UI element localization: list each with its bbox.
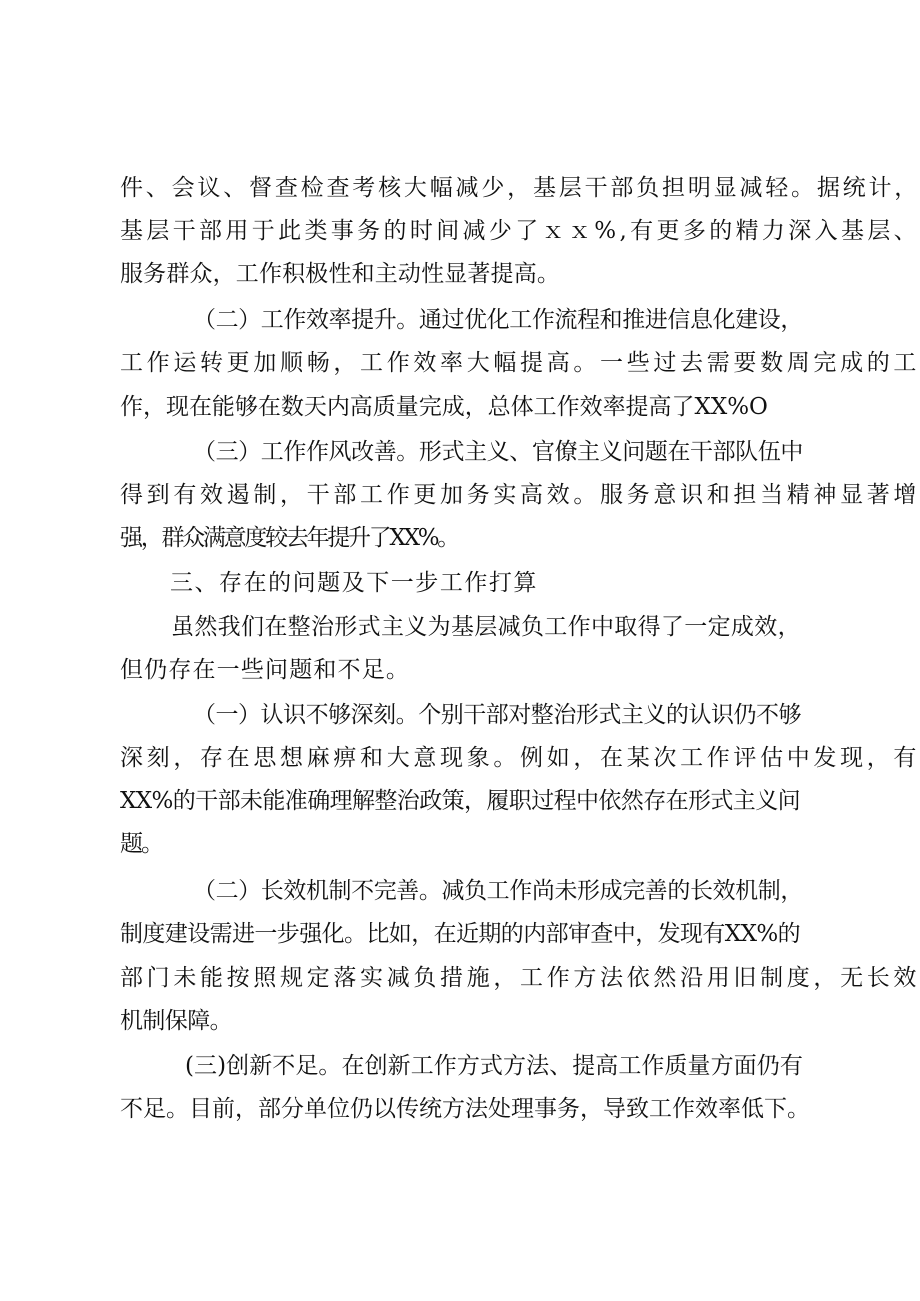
- text-line: 基层干部用于此类事务的时间减少了ｘｘ%,有更多的精力深入基层、: [120, 218, 920, 244]
- text-line: 机制保障。: [120, 1008, 233, 1034]
- text-line: 服务群众，工作积极性和主动性显著提高。: [120, 261, 561, 287]
- text-line: 工作运转更加顺畅，工作效率大幅提高。一些过去需要数周完成的工: [120, 350, 920, 376]
- text-line: 制度建设需进一步强化。比如，在近期的内部审查中，发现有XX%的: [120, 921, 801, 947]
- text-line: （三）工作作风改善。形式主义、官僚主义问题在干部队伍中: [193, 439, 803, 465]
- text-line: 作，现在能够在数天内高质量完成，总体工作效率提高了XX%O: [120, 394, 768, 420]
- text-line: （二）工作效率提升。通过优化工作流程和推进信息化建设，: [193, 307, 803, 333]
- text-line: （一）认识不够深刻。个别干部对整治形式主义的认识仍不够: [193, 702, 802, 728]
- text-line: 虽然我们在整治形式主义为基层减负工作中取得了一定成效，: [171, 614, 801, 640]
- text-line: 题。: [120, 831, 162, 857]
- text-line: （二）长效机制不完善。减负工作尚未形成完善的长效机制，: [193, 878, 803, 904]
- text-line: 件、会议、督查检查考核大幅减少，基层干部负担明显减轻。据统计，: [120, 175, 920, 201]
- text-line: (三)创新不足。在创新工作方式方法、提高工作质量方面仍有: [185, 1053, 803, 1079]
- text-line: 不足。目前，部分单位仍以传统方法处理事务，导致工作效率低下。: [120, 1096, 810, 1122]
- text-line: 深刻，存在思想麻痹和大意现象。例如，在某次工作评估中发现，有: [120, 745, 920, 771]
- text-line: 部门未能按照规定落实减负措施，工作方法依然沿用旧制度，无长效: [120, 965, 920, 991]
- section-heading: 三、存在的问题及下一步工作打算: [170, 570, 538, 596]
- text-line: 得到有效遏制，干部工作更加务实高效。服务意识和担当精神显著增: [120, 482, 920, 508]
- text-line: XX%的干部未能准确理解整治政策，履职过程中依然存在形式主义问: [120, 788, 801, 814]
- text-line: 但仍存在一些问题和不足。: [120, 657, 411, 683]
- text-line: 强，群众满意度较去年提升了XX%。: [120, 525, 459, 551]
